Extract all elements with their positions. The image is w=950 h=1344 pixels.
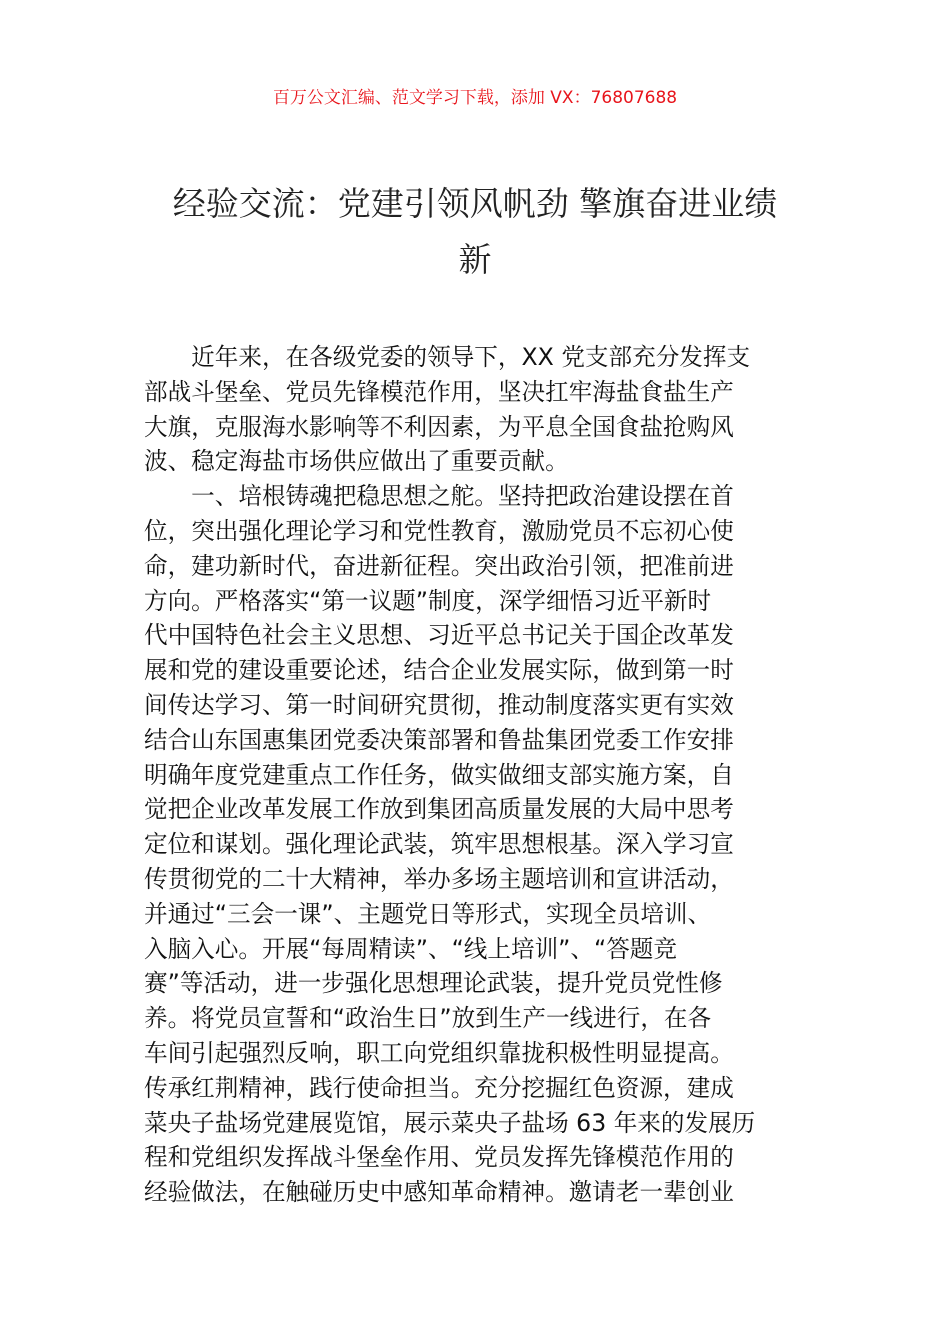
body-line: 展和党的建设重要论述，结合企业发展实际，做到第一时 bbox=[144, 656, 734, 685]
body-line: 明确年度党建重点工作任务，做实做细支部实施方案，自 bbox=[144, 760, 734, 789]
body-line: 一、培根铸魂把稳思想之舵。坚持把政治建设摆在首 bbox=[144, 482, 734, 511]
watermark-header: 百万公文汇编、范文学习下载，添加 VX：76807688 bbox=[272, 88, 678, 108]
body-line: 代中国特色社会主义思想、习近平总书记关于国企改革发 bbox=[144, 621, 734, 650]
body-line: 传承红荆精神，践行使命担当。充分挖掘红色资源，建成 bbox=[144, 1073, 734, 1102]
body-line: 定位和谋划。强化理论武装，筑牢思想根基。深入学习宣 bbox=[144, 830, 734, 859]
body-line: 车间引起强烈反响，职工向党组织靠拢积极性明显提高。 bbox=[144, 1038, 734, 1067]
body-line: 觉把企业改革发展工作放到集团高质量发展的大局中思考 bbox=[144, 795, 734, 824]
body-line: 传贯彻党的二十大精神，举办多场主题培训和宣讲活动， bbox=[144, 864, 734, 893]
body-line: 部战斗堡垒、党员先锋模范作用，坚决扛牢海盐食盐生产 bbox=[144, 377, 734, 406]
document-body bbox=[144, 340, 808, 1210]
body-line: 赛”等活动，进一步强化思想理论武装，提升党员党性修 bbox=[144, 969, 723, 998]
body-line: 大旗，克服海水影响等不利因素，为平息全国食盐抢购风 bbox=[144, 412, 734, 441]
body-line: 经验做法，在触碰历史中感知革命精神。邀请老一辈创业 bbox=[144, 1178, 734, 1207]
body-line: 方向。严格落实“第一议题”制度，深学细悟习近平新时 bbox=[144, 586, 712, 615]
body-line: 位，突出强化理论学习和党性教育，激励党员不忘初心使 bbox=[144, 516, 734, 545]
body-line: 结合山东国惠集团党委决策部署和鲁盐集团党委工作安排 bbox=[144, 725, 734, 754]
body-line: 入脑入心。开展“每周精读”、“线上培训”、“答题竞 bbox=[144, 934, 677, 963]
title-line-1: 经验交流：党建引领风帆劲 擎旗奋进业绩 bbox=[172, 184, 778, 223]
body-line: 命，建功新时代，奋进新征程。突出政治引领，把准前进 bbox=[144, 551, 734, 580]
body-line: 养。将党员宣誓和“政治生日”放到生产一线进行，在各 bbox=[144, 1004, 712, 1033]
body-line: 并通过“三会一课”、主题党日等形式，实现全员培训、 bbox=[144, 899, 712, 928]
body-line: 程和党组织发挥战斗堡垒作用、党员发挥先锋模范作用的 bbox=[144, 1143, 734, 1172]
body-line: 近年来，在各级党委的领导下，XX 党支部充分发挥支 bbox=[144, 343, 751, 371]
body-line: 间传达学习、第一时间研究贯彻，推动制度落实更有实效 bbox=[144, 690, 734, 719]
body-line: 菜央子盐场党建展览馆，展示菜央子盐场 63 年来的发展历 bbox=[144, 1108, 756, 1137]
title-line-2: 新 bbox=[458, 240, 492, 279]
document-title bbox=[130, 176, 820, 288]
body-line: 波、稳定海盐市场供应做出了重要贡献。 bbox=[144, 447, 569, 476]
